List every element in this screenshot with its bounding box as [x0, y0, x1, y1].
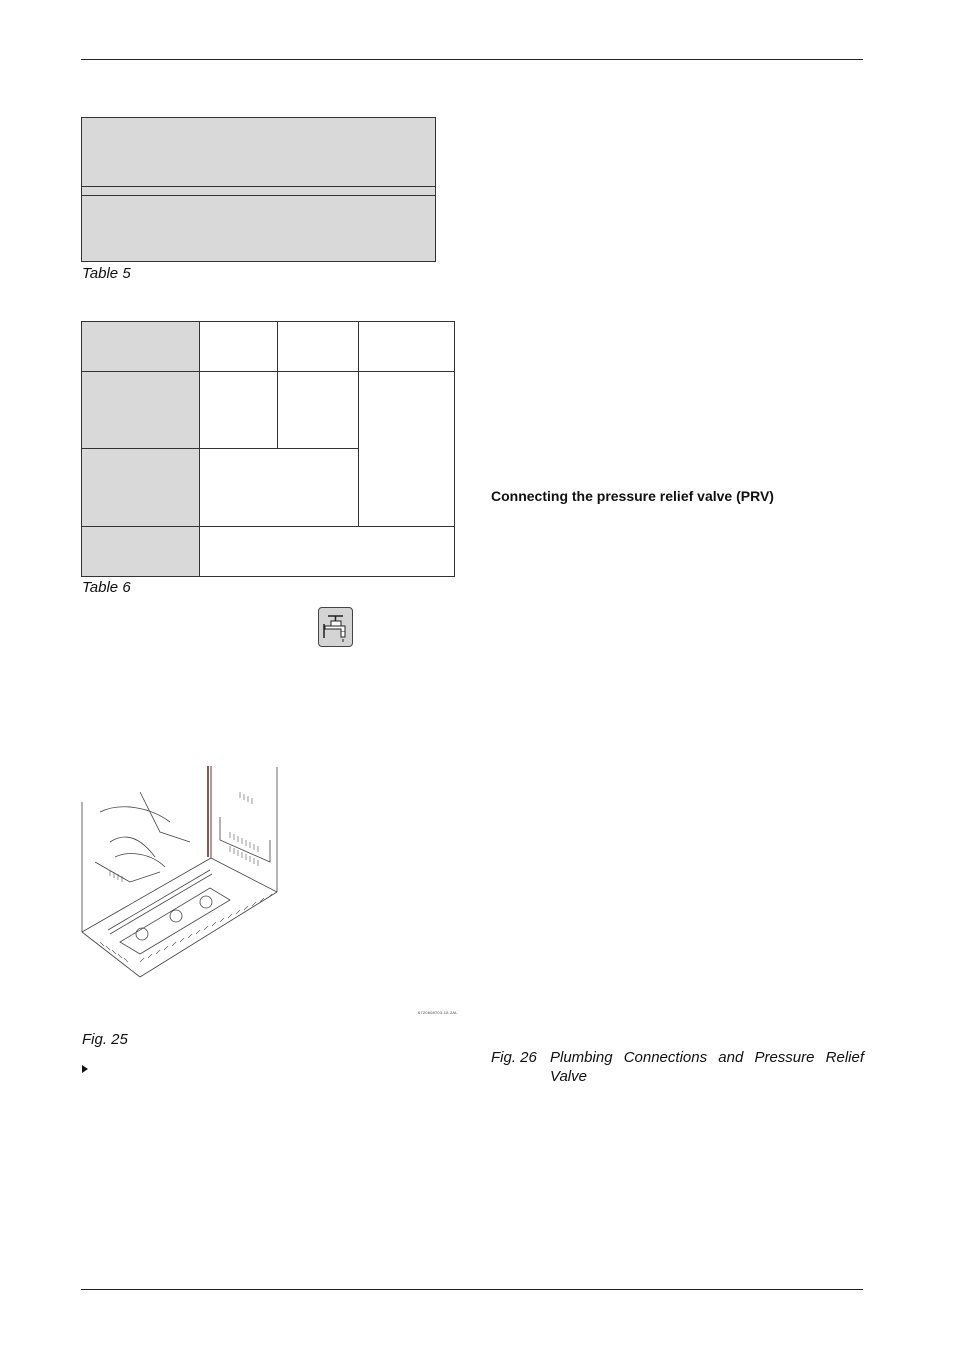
table-5-row — [82, 186, 435, 196]
table-6-cell — [199, 371, 278, 449]
figure-code: 6720608703-18.2AL — [418, 1010, 458, 1015]
table-6-cell — [199, 526, 455, 577]
table-5-row — [82, 118, 435, 187]
table-6-header-cell — [81, 321, 200, 372]
bullet-arrow-icon — [82, 1065, 88, 1073]
water-tap-icon — [318, 607, 353, 647]
table-6-cell — [199, 448, 359, 527]
table-6-header-cell — [277, 321, 359, 372]
table-6 — [81, 321, 455, 577]
fig-26-number: Fig. 26 — [491, 1049, 537, 1066]
table-6-row-label — [81, 526, 200, 577]
table-6-caption: Table 6 — [82, 579, 131, 596]
header-rule — [81, 59, 863, 60]
table-6-header-cell — [358, 321, 455, 372]
boiler-underside-illustration — [80, 762, 280, 982]
section-heading-prv: Connecting the pressure relief valve (PRV) — [491, 488, 774, 504]
table-5 — [81, 117, 436, 262]
table-6-row-label — [81, 371, 200, 449]
table-6-cell — [277, 371, 359, 449]
table-5-caption: Table 5 — [82, 265, 131, 282]
table-5-row — [82, 196, 435, 262]
fig-26-title: Plumbing Connections and Pressure Relief Valve — [550, 1049, 864, 1085]
fig-25-caption: Fig. 25 — [82, 1031, 128, 1048]
table-6-row-label — [81, 448, 200, 527]
table-6-header-cell — [199, 321, 278, 372]
fig-26-caption — [491, 1048, 864, 1086]
table-6-cell — [358, 371, 455, 527]
footer-rule — [81, 1289, 863, 1290]
